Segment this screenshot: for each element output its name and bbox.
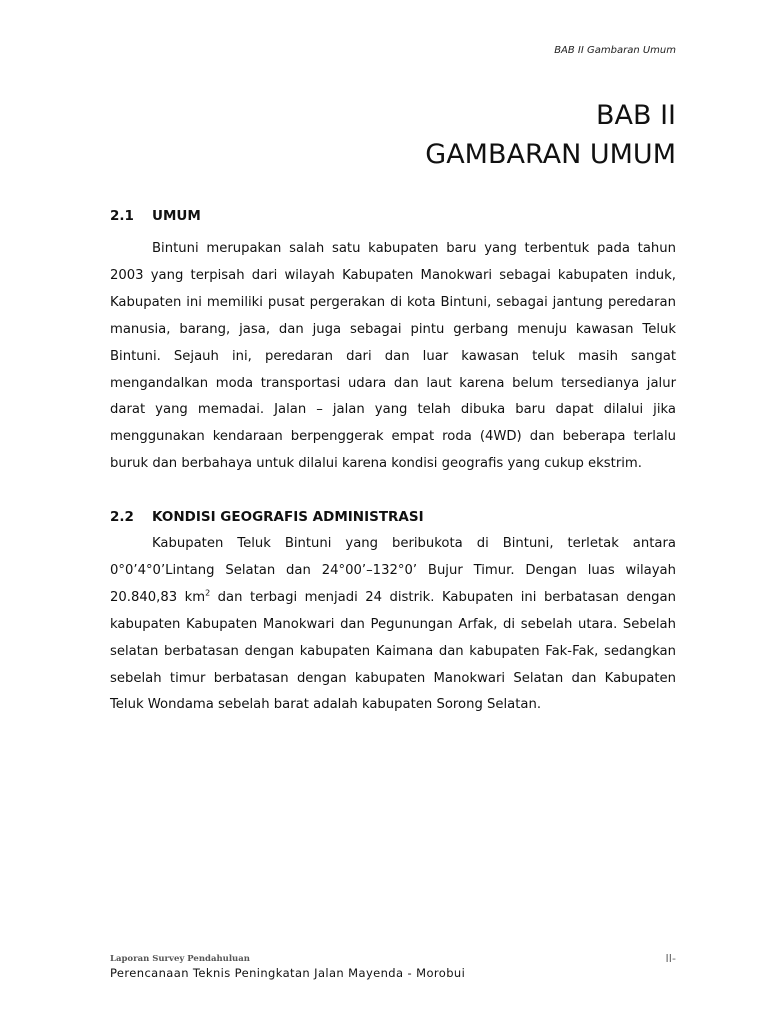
paragraph-text-part1: Kabupaten Teluk Bintuni yang beribukota di Bintuni, terletak antara 0°0’4°0’Lintang Selatan dan 24°00’–132°0’ Bujur Timur. Dengan luas wilayah 20.840,83 km: [110, 536, 676, 605]
section-2-2-paragraph: [110, 531, 676, 719]
section-number: 2.1: [110, 208, 134, 224]
section-heading-2-1: [110, 208, 201, 224]
area-unit-superscript: 2: [205, 588, 211, 598]
section-title: UMUM: [152, 208, 201, 224]
section-2-1-paragraph: Bintuni merupakan salah satu kabupaten baru yang terbentuk pada tahun 2003 yang terpisah dari wilayah Kabupaten Manokwari sebagai kabupaten induk, Kabupaten ini memiliki pusat pergerakan di kota Bintuni, sebagai jantung peredaran manusia, barang, jasa, dan juga sebagai pintu gerbang menuju kawasan Teluk Bintuni. Sejauh ini, peredaran dari dan luar kawasan teluk masih sangat mengandalkan moda transportasi udara dan laut karena belum tersedianya jalur darat yang memadai. Jalan – jalan yang telah dibuka baru dapat dilalui jika menggunakan kendaraan berpenggerak empat roda (4WD) dan beberapa terlalu buruk dan berbahaya untuk dilalui karena kondisi geografis yang cukup ekstrim.: [110, 241, 676, 472]
footer-report-name: Laporan Survey Pendahuluan: [110, 954, 250, 964]
chapter-name: GAMBARAN UMUM: [425, 139, 676, 170]
section-heading-2-2: [110, 509, 424, 525]
section-number: 2.2: [110, 509, 134, 525]
footer-project-name: Perencanaan Teknis Peningkatan Jalan Mayenda - Morobui: [110, 966, 466, 980]
chapter-number: BAB II: [595, 100, 676, 131]
section-title: KONDISI GEOGRAFIS ADMINISTRASI: [152, 509, 424, 525]
paragraph-text-part2: dan terbagi menjadi 24 distrik. Kabupaten ini berbatasan dengan kabupaten Kabupaten Manokwari dan Pegunungan Arfak, di sebelah utara. Sebelah selatan berbatasan dengan kabupaten Kaimana dan kabupaten Fak-Fak, sedangkan sebelah timur berbatasan dengan kabupaten Manokwari Selatan dan Kabupaten Teluk Wondama sebelah barat adalah kabupaten Sorong Selatan.: [110, 589, 676, 713]
chapter-title: [425, 96, 676, 174]
running-header: BAB II Gambaran Umum: [554, 45, 676, 56]
page-number: II-: [665, 952, 676, 965]
